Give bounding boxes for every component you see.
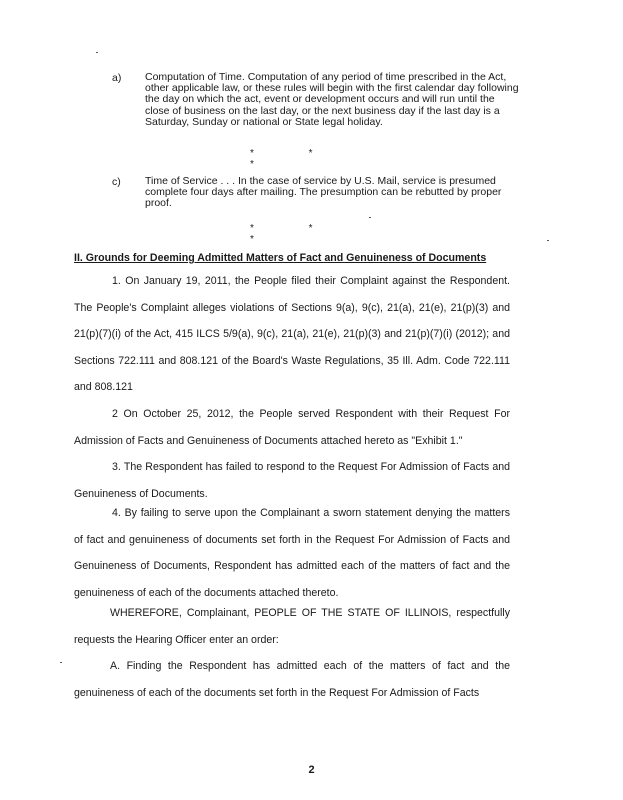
paragraph-a: A. Finding the Respondent has admitted each of the matters of fact and the genuineness of each of the documents set forth in the Request For Admission of Facts	[74, 660, 510, 699]
paragraph-1: 1. On January 19, 2011, the People filed their Complaint against the Respondent. The People's Complaint alleges violations of Sections 9(a), 9(c), 21(a), 21(e), 21(p)(3) and 21(p)(7)(i) of the Act, 415 ILCS 5/9(a), 9(c), 21(a), 21(e), 21(p)(3) and 21(p)(7)(i) (2012); and Sections 722.111 and 808.121 of the Board's Waste Regulations, 35 Ill. Adm. Code 722.111 and 808.121	[74, 275, 510, 393]
paragraph-4: 4. By failing to serve upon the Complainant a sworn statement denying the matters of fact and genuineness of documents set forth in the Request For Admission of Facts and Genuineness of Documents, Respondent has admitted each of the matters of fact and the genuineness of each of the documents attached thereto.	[74, 507, 510, 599]
ellipsis-stars-1: * * *	[250, 148, 339, 170]
rule-a-text: Computation of Time. Computation of any period of time prescribed in the Act, other applicable law, or these rules will begin with the first calendar day following the day on which the act, event or development occurs and will run until the close of business on the last day, or the next business day if the last day is a Saturday, Sunday or national or State legal holiday.	[145, 71, 519, 128]
rule-a-letter: a)	[112, 72, 122, 84]
scan-speck	[547, 240, 549, 241]
paragraph-3: 3. The Respondent has failed to respond to the Request For Admission of Facts and Genuineness of Documents.	[74, 461, 510, 500]
scan-speck	[96, 52, 98, 53]
section-heading: II. Grounds for Deeming Admitted Matters of Fact and Genuineness of Documents	[74, 252, 487, 264]
scan-speck	[369, 217, 371, 218]
rule-c-letter: c)	[112, 176, 121, 188]
page-number: 2	[308, 764, 315, 776]
ellipsis-stars-2: * * *	[250, 223, 339, 245]
rule-c-text: Time of Service . . . In the case of service by U.S. Mail, service is presumed complete four days after mailing. The presumption can be rebutted by proper proof.	[145, 175, 502, 210]
wherefore-paragraph: WHEREFORE, Complainant, PEOPLE OF THE STATE OF ILLINOIS, respectfully requests the Hearing Officer enter an order:	[74, 607, 510, 646]
scan-speck	[60, 662, 62, 663]
paragraph-2: 2 On October 25, 2012, the People served Respondent with their Request For Admission of Facts and Genuineness of Documents attached hereto as "Exhibit 1."	[74, 408, 510, 447]
